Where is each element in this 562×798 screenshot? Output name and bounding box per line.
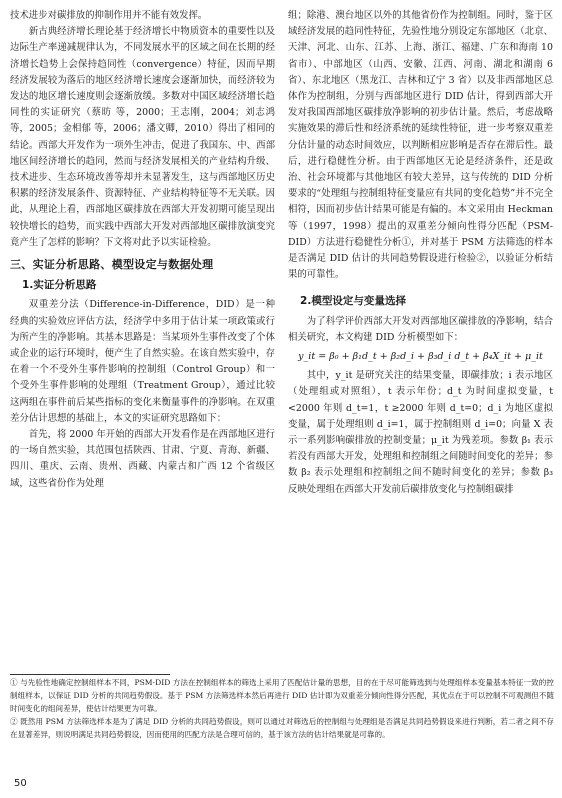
did-equation: y_it = β₀ + β₁d_t + β₂d_i + β₃d_i d_t + β₄X_it + μ_it	[298, 351, 543, 363]
footnote: ② 既然用 PSM 方法筛选样本是为了满足 DID 分析的共同趋势假设，则可以通过对筛选后的控制组与处理组是否满足共同趋势假设来进行判断，若二者之间不存在显著差异，则说明满足共同趋势假设，因而使用的匹配方法是合理可信的，基于该方法的估计结果就是可靠的。	[10, 717, 554, 739]
left-column	[10, 8, 275, 492]
paragraph: 组；除港、澳台地区以外的其他省份作为控制组。同时，鉴于区域经济发展的趋同性特征，先验性地分别设定东部地区（北京、天津、河北、山东、江苏、上海、浙江、福建、广东和海南 10 省市）、中部地区（山西、安徽、江西、河南、湖北和湖南 6 省）、东北地区（黑龙江、吉林和辽宁 3 省）以及非西部地区总体作为控制组，分别与西部地区进行 DID 估计，得到西部大开发对我国西部地区碳排放净影响的初步估计量。然后，考虑战略实施效果的滞后性和经济系统的延续性特征，进一步考察双重差分估计量的动态时间效应，以判断相应影响是否存在滞后性。最后，进行稳健性分析。由于西部地区无论是经济条件，还是政治、社会环境都与其他地区有较大差异，这与传统的 DID 分析要求的“处理组与控制组特征变量应有共同的变化趋势”并不完全相符，因而初步估计结果可能是有偏的。本文采用由 Heckman 等（1997，1998）提出的双重差分倾向性得分匹配（PSM-DID）方法进行稳健性分析①，并对基于 PSM 方法筛选的样本是否满足 DID 估计的共同趋势假设进行检验②，以验证分析结果的可靠性。	[288, 10, 553, 281]
section-heading: 三、实证分析思路、模型设定与数据处理	[10, 258, 214, 272]
paragraph: 双重差分法（Difference-in-Difference，DID）是一种经典的实验效应评估方法，经济学中多用于估计某一项政策或行为所产生的净影响。其基本思路是：当某项外生事件改变了个体或企业的运行环境时，便产生了自然实验。在该自然实验中，存在着一个不受外生事件影响的控制组（Control Group）和一个受外生事件影响的处理组（Treatment Group），通过比较这两组在事件前后某些指标的变化来衡量事件的净影响。在双重差分估计思想的基础上，本文的实证研究思路如下：	[10, 299, 275, 424]
paragraph: 为了科学评价西部大开发对西部地区碳排放的净影响，结合相关研究，本文构建 DID 分析模型如下：	[288, 315, 553, 343]
paragraph: 首先，将 2000 年开始的西部大开发看作是在西部地区进行的一场自然实验，其范围包括陕西、甘肃、宁夏、青海、新疆、四川、重庆、云南、贵州、西藏、内蒙古和广西 12 个省级区域，这些省份作为处理	[10, 429, 275, 489]
footnote: ① 与先验性地确定控制组样本不同，PSM-DID 方法在控制组样本的筛选上采用了匹配估计量的思想，目的在于尽可能筛选到与处理组样本变量基本特征一致的控制组样本，以保证 DID 分析的共同趋势假设。基于 PSM 方法筛选样本然后再进行 DID 估计即为双重差分倾向性得分匹配，其优点在于可以控制不可观测但不随时间变化的组间差异，使估计结果更为可靠。	[10, 678, 554, 713]
subsection-heading: 1.实证分析思路	[22, 279, 97, 292]
footnote-divider	[10, 674, 170, 675]
paragraph: 其中，y_it 是研究关注的结果变量，即碳排放；i 表示地区（处理组或对照组），t 表示年份；d_t 为时间虚拟变量，t <2000 年则 d_t=1，t ≥2000 年则 d_t=0；d_i 为地区虚拟变量，属于处理组则 d_i=1，属于控制组则 d_i=0；向量 X 表示一系列影响碳排放的控制变量；μ_it 为残差项。参数 β₁ 表示若没有西部大开发，处理组和控制组之间随时间变化的差异；参数 β₂ 表示处理组和控制组之间不随时间变化的差异；参数 β₃ 反映处理组在西部大开发前后碳排放变化与控制组碳排	[288, 370, 553, 495]
paragraph: 技术进步对碳排放的抑制作用并不能有效发挥。	[10, 10, 208, 21]
subsection-heading: 2.模型设定与变量选择	[300, 295, 407, 308]
paragraph: 新古典经济增长理论基于经济增长中物质资本的重要性以及边际生产率递减规律认为，不同发展水平的区域之间在长期的经济增长趋势上会保持趋同性（convergence）特征，因而早期经济发展较为落后的地区经济增长速度会逐渐加快，而经济较为发达的地区增长速度则会逐渐放缓。多数对中国区域经济增长趋同性的实证研究（蔡昉 等，2000；王志刚，2004；刘志鸿 等，2005；金相郁 等，2006；潘文卿，2010）得出了相同的结论。西部大开发作为一项外生冲击，促进了我国东、中、西部地区间经济增长的趋同，然而与经济发展相关的产业结构升级、技术进步、生态环境改善等却并未显著发生，这与西部地区历史积累的经济发展条件、资源特征、产业结构特征等不无关联。因此，从理论上看，西部地区碳排放在西部大开发初期可能呈现出较快增长的趋势，而实践中西部大开发对西部地区碳排放演变究竟产生了怎样的影响？下文将对此予以实证检验。	[10, 26, 275, 248]
right-column	[288, 8, 553, 498]
footnotes	[10, 676, 554, 741]
page-number: 50	[14, 778, 27, 789]
